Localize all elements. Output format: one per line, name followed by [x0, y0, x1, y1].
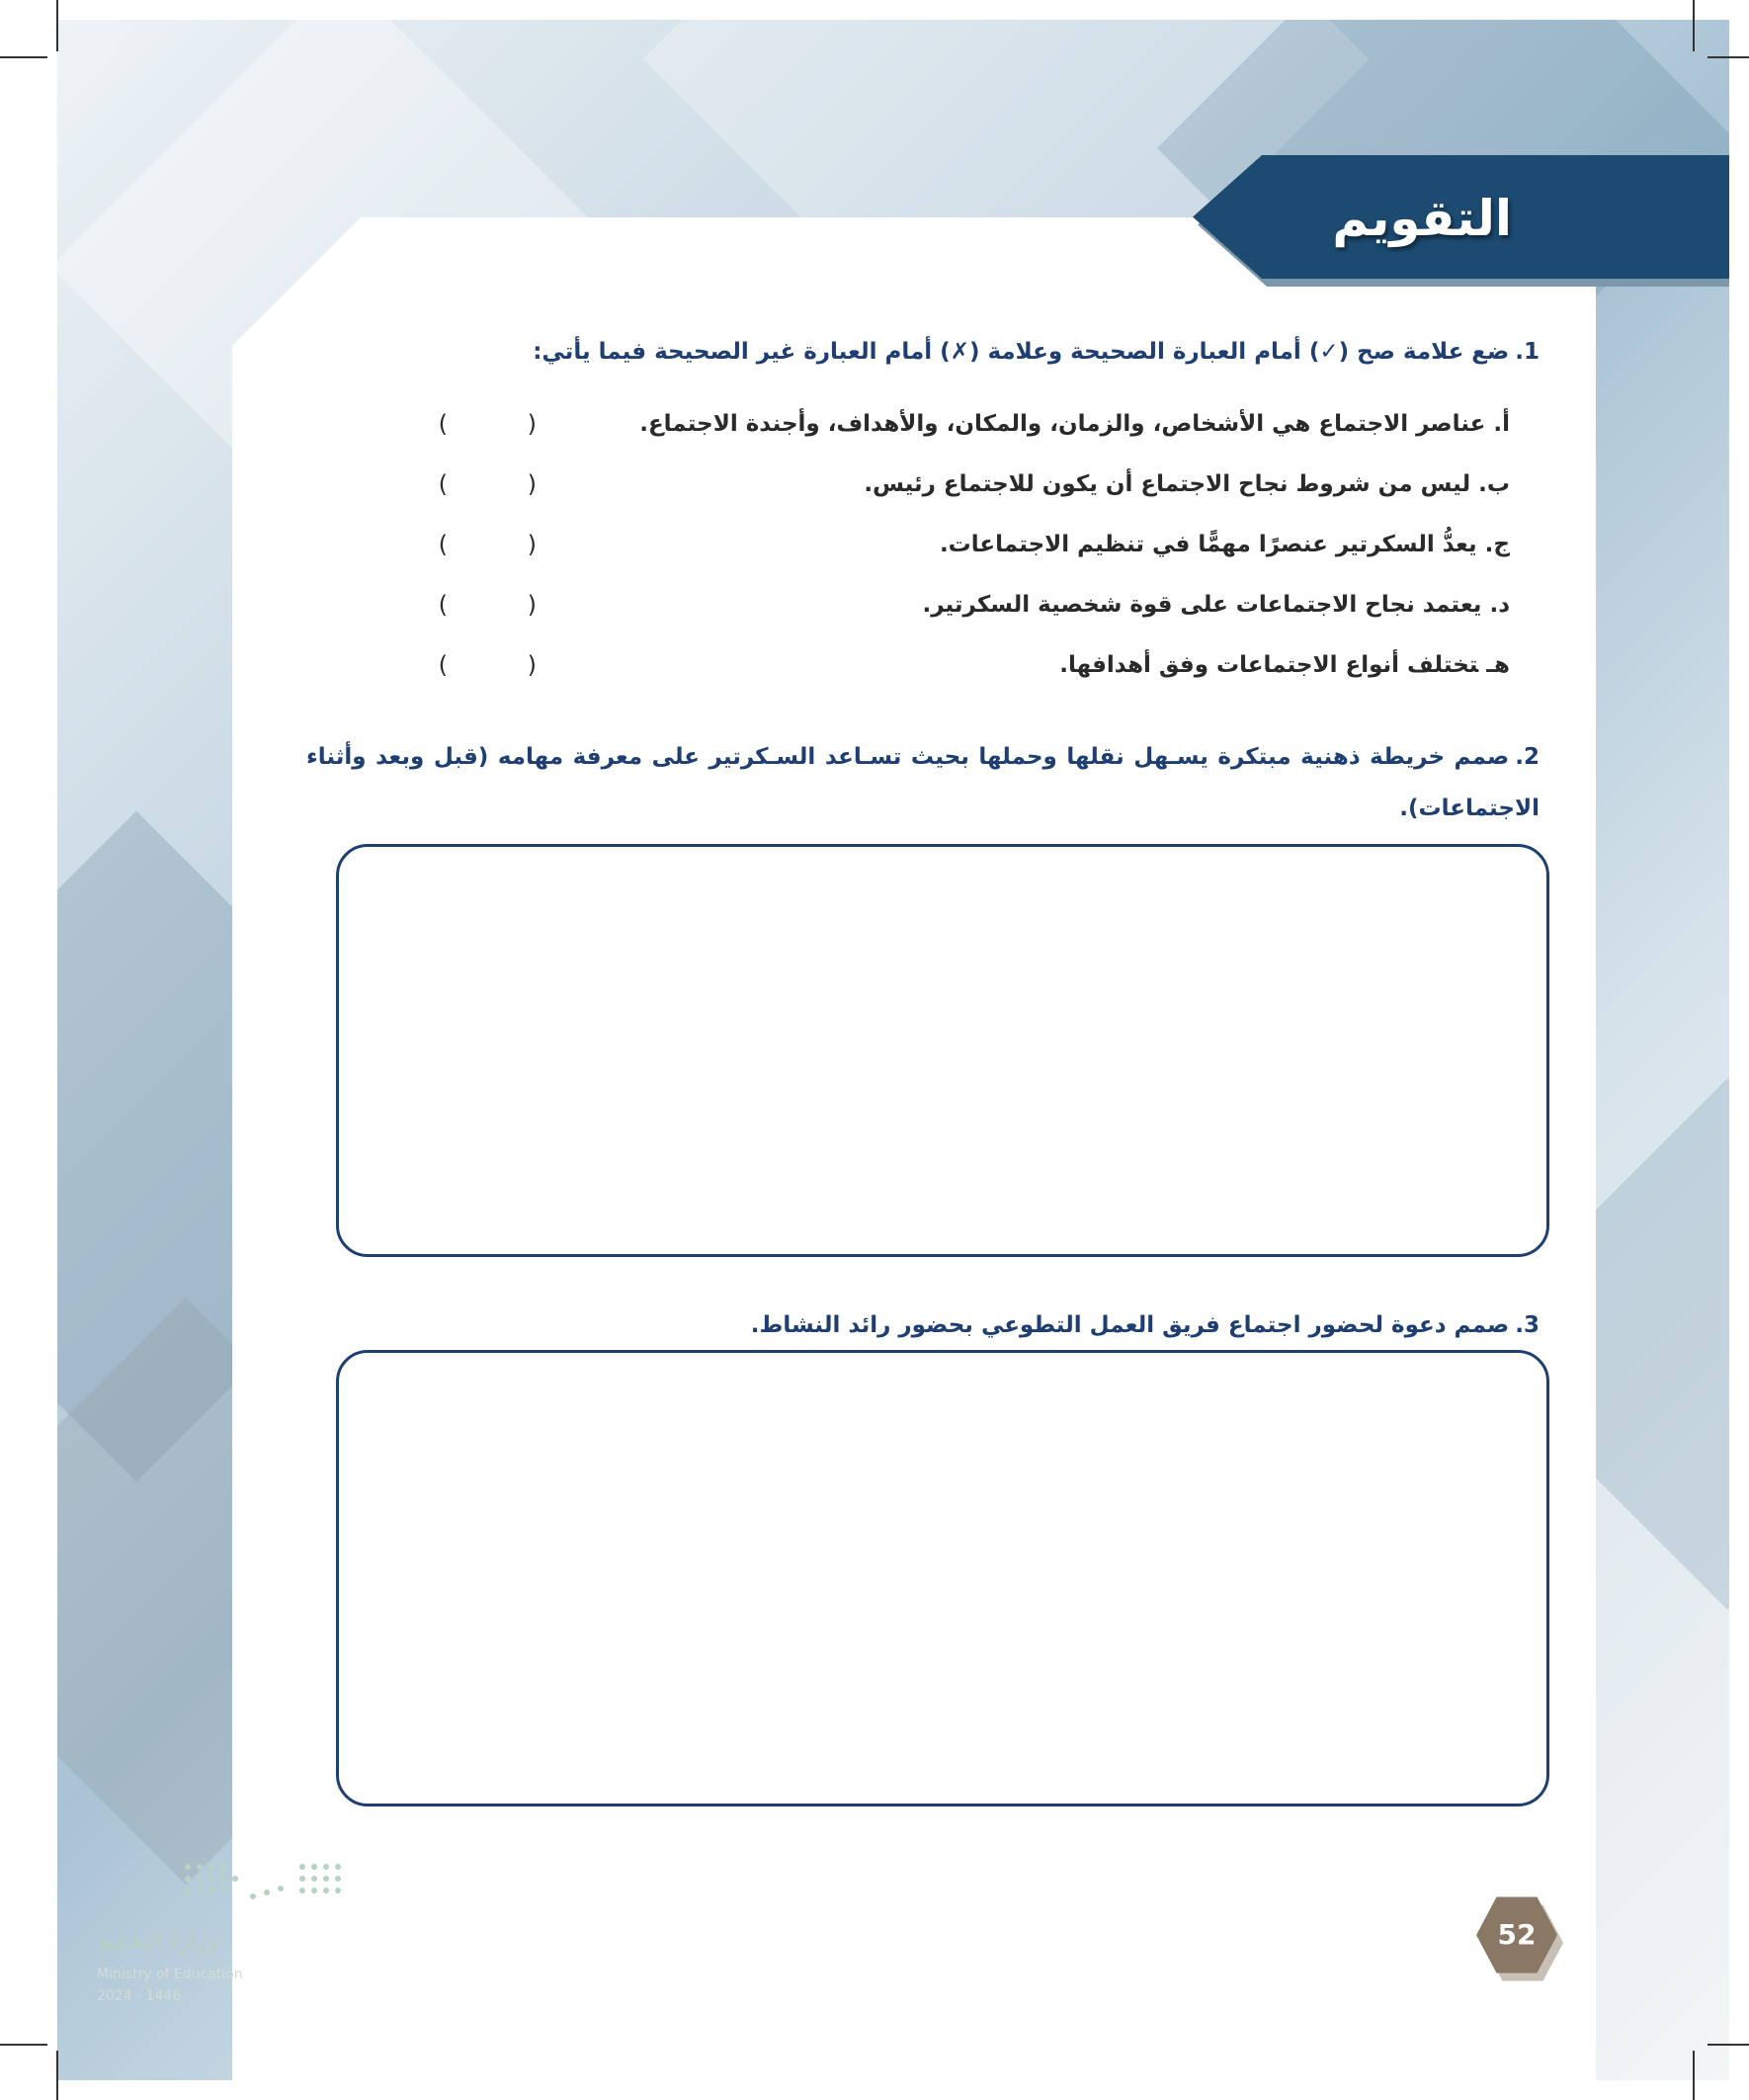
item-text: ليس من شروط نجاح الاجتماع أن يكون للاجتماع رئيس.: [864, 471, 1471, 497]
question-number: 3.: [1515, 1312, 1540, 1338]
ministry-logo-icon: [181, 1860, 349, 1909]
ministry-name-english: Ministry of Education: [97, 1967, 243, 1982]
crop-mark: [1707, 2044, 1749, 2046]
question-number: 1.: [1515, 339, 1540, 365]
answer-paren-open: (: [527, 410, 537, 438]
statement-item: [225, 525, 1510, 564]
crop-mark: [1693, 2051, 1695, 2100]
item-text: تختلف أنواع الاجتماعات وفق أهدافها.: [1059, 652, 1479, 678]
invitation-answer-box[interactable]: [336, 1350, 1549, 1806]
answer-paren-close: ): [438, 651, 448, 679]
page-title: التقويم: [1332, 190, 1512, 247]
crop-mark: [1707, 56, 1749, 58]
statement-item: [225, 585, 1510, 625]
crop-mark: [56, 0, 58, 51]
answer-paren-open: (: [527, 470, 537, 498]
answer-paren-close: ): [438, 531, 448, 558]
item-letter: ج.: [1484, 532, 1510, 557]
question-3-prompt: [751, 1312, 1540, 1338]
question-2-prompt: [306, 731, 1540, 834]
item-text: يعتمد نجاح الاجتماعات على قوة شخصية السكرتير.: [922, 592, 1482, 618]
item-letter: ب.: [1478, 471, 1510, 497]
item-text: عناصر الاجتماع هي الأشخاص، والزمان، والمكان، والأهداف، وأجندة الاجتماع.: [639, 411, 1486, 437]
answer-paren-open: (: [527, 531, 537, 558]
answer-paren-open: (: [527, 591, 537, 619]
statement-item: [225, 404, 1510, 444]
answer-paren-close: ): [438, 410, 448, 438]
page-number: 52: [1497, 1918, 1537, 1951]
answer-paren-open: (: [527, 651, 537, 679]
item-letter: هـ: [1486, 652, 1510, 678]
crop-mark: [0, 56, 47, 58]
crop-mark: [1693, 0, 1695, 51]
statement-item: [225, 645, 1510, 685]
question-text: صمم دعوة لحضور اجتماع فريق العمل التطوعي بحضور رائد النشاط.: [750, 1312, 1510, 1338]
crop-mark: [0, 2044, 47, 2046]
mind-map-answer-box[interactable]: [336, 844, 1549, 1257]
question-1-prompt: [533, 339, 1540, 365]
answer-paren-close: ): [438, 591, 448, 619]
item-letter: أ.: [1493, 411, 1510, 437]
crop-mark: [56, 2051, 58, 2100]
question-number: 2.: [1515, 744, 1540, 770]
item-letter: د.: [1489, 592, 1510, 618]
ministry-name-arabic: وزارة التعـليم: [97, 1929, 217, 1954]
statement-item: [225, 464, 1510, 504]
answer-paren-close: ): [438, 470, 448, 498]
item-text: يعدُّ السكرتير عنصرًا مهمًّا في تنظيم الاجتماعات.: [939, 532, 1477, 557]
question-text: صمم خريطة ذهنية مبتكرة يسـهل نقلها وحملها بحيث تسـاعد السـكرتير على معرفة مهامه (قبل وبعد وأثناء الاجتماعات).: [306, 744, 1540, 821]
edition-year: 2024 - 1446: [97, 1988, 182, 2004]
question-text: ضع علامة صح (✓) أمام العبارة الصحيحة وعلامة (✗) أمام العبارة غير الصحيحة فيما يأتي:: [533, 339, 1510, 365]
